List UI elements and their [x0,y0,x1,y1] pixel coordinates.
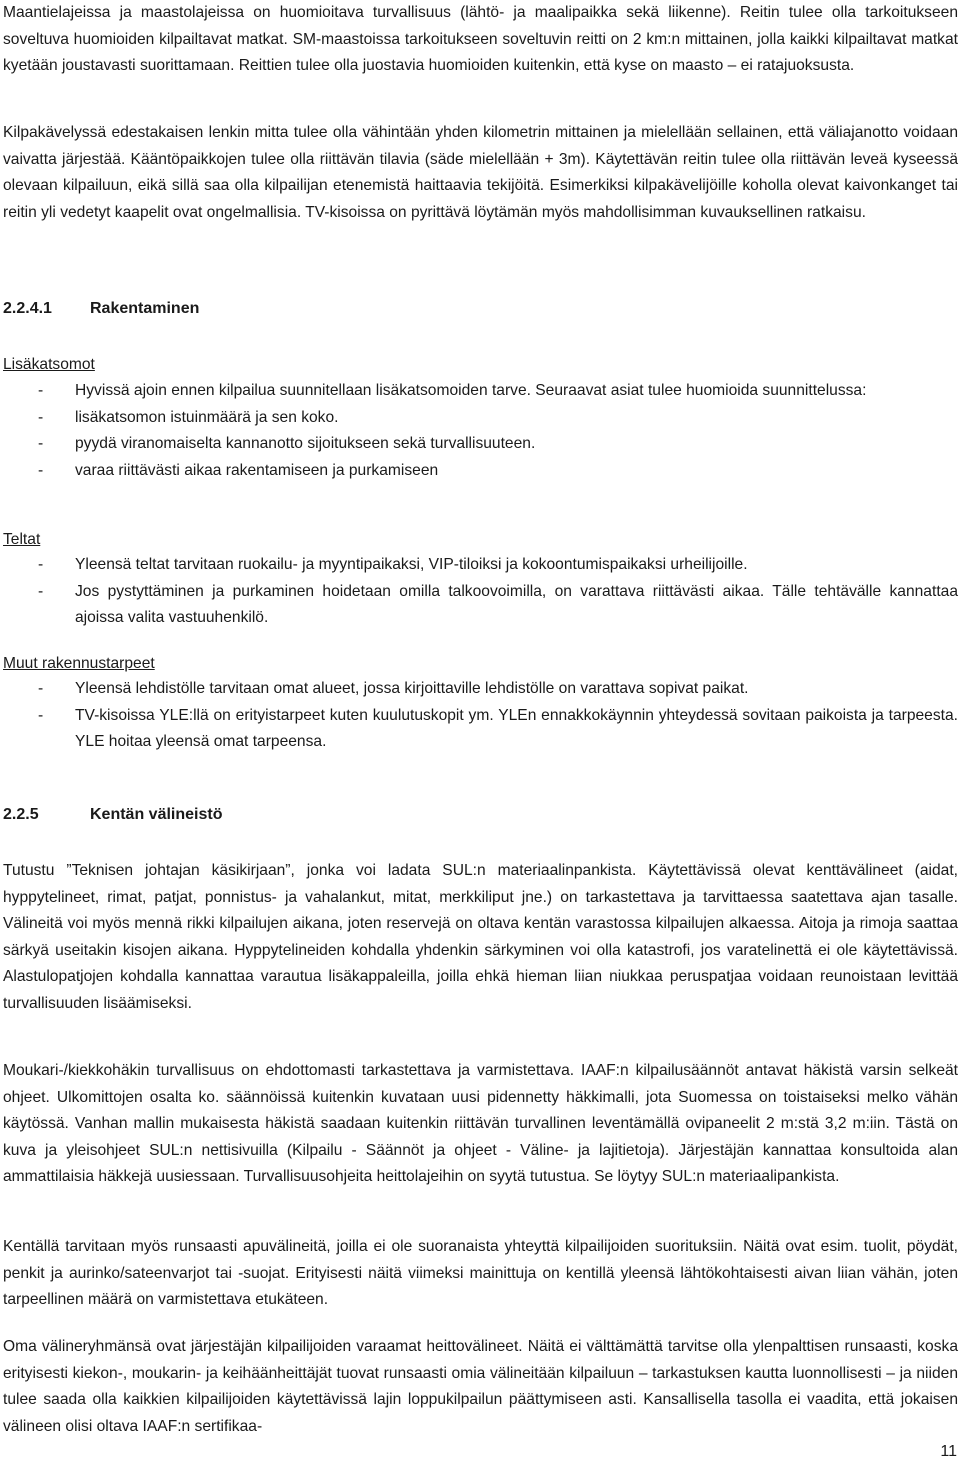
bullet-dash: - [38,556,44,573]
subheading-teltat: Teltat [3,531,41,548]
section-title: Kentän välineistö [90,806,223,823]
paragraph-apuvalineet: Kentällä tarvitaan myös runsaasti apuvälineitä, joilla ei ole suoranaista yhteyttä kilpailijoiden suorituksiin. Näitä ovat esim. tuolit, pöydät, penkit ja aurinko/sateenvarjot tai -suojat. Erityisesti näitä viimeksi mainittuja on kentillä yleensä lähtökohtaisesti aivan liian vähän, joten tarpeellinen määrä on varmistettava etukäteen. [3,1238,958,1308]
list-item: - lisäkatsomon istuinmäärä ja sen koko. [0,405,958,432]
list-item: - Yleensä teltat tarvitaan ruokailu- ja myyntipaikaksi, VIP-tiloiksi ja kokoontumispaikaksi urheilijoille. [0,552,958,579]
subheading-lisakatsomot: Lisäkatsomot [3,356,95,373]
list-teltat [0,552,958,632]
bullet-dash: - [38,680,44,697]
list-item: - Jos pystyttäminen ja purkaminen hoidetaan omilla talkoovoimilla, on varattava riittävästi aikaa. Tälle tehtävälle kannattaa ajoissa valita vastuuhenkilö. [0,579,958,632]
list-item: - TV-kisoissa YLE:llä on erityistarpeet kuten kuulutuskopit ym. YLEn ennakkokäynnin yhteydessä sovitaan paikoista ja tarpeesta. YLE hoitaa yleensä omat tarpeensa. [0,703,958,756]
list-item: - Yleensä lehdistölle tarvitaan omat alueet, jossa kirjoittaville lehdistölle on varattava sopivat paikat. [0,676,958,703]
bullet-dash: - [38,582,44,600]
section-title: Rakentaminen [90,300,200,317]
bullet-dash: - [38,461,44,479]
paragraph-kentan-valineisto: Tutustu ”Teknisen johtajan käsikirjaan”, jonka voi ladata SUL:n materiaalinpankista. Käytettävissä olevat kenttävälineet (aidat, hyppytelineet, rimat, patjat, ponnistus- ja vahalankut, mitat, merkkiliput jne.) on tarkastettava ja tarvittaessa saatettava ajan tasalle. Välineitä voi myös mennä rikki kilpailujen aikana, joten reservejä on oltava kentän varastossa kilpailujen alkaessa. Aitoja ja rimoja saattaa särkyä useitakin kisojen aikana. Hyppytelineiden kohdalla yhdenkin särkyminen voi olla katastrofi, jos varatelinettä ei ole käytettävissä. Alastulopatjojen kohdalla kannattaa varautua lisäkappaleilla, joilla ehkä hieman liian niukkaa peruspatjaa voidaan reunoistaan levittää turvallisuuden lisäämiseksi. [3,862,958,1012]
section-number: 2.2.4.1 [3,300,52,317]
section-heading-rakentaminen [3,296,199,322]
bullet-dash: - [38,382,44,399]
list-item: - varaa riittävästi aikaa rakentamiseen ja purkamiseen [0,458,958,485]
paragraph-kilpakavely: Kilpakävelyssä edestakaisen lenkin mitta tulee olla vähintään yhden kilometrin mittainen ja mielellään sellainen, että väliajanotto voidaan vaivatta järjestää. Kääntöpaikkojen tulee olla riittävän tilavia (säde mielellään + 3m). Käytettävän reitin tulee olla riittävän leveä kyseessä olevaan kilpailuun, eikä sillä saa olla kilpailijan etenemistä haittaavia tekijöitä. Esimerkiksi kilpakävelijöille koholla olevat kaivonkanget tai reitin yli vedetyt kaapelit ovat ongelmallisia. TV-kisoissa on pyrittävä löytämän myös mahdollisimman kuvauksellinen ratkaisu. [3,124,958,221]
list-item: - Hyvissä ajoin ennen kilpailua suunnitellaan lisäkatsomoiden tarve. Seuraavat asiat tulee huomioida suunnittelussa: [0,378,958,405]
list-muut-rakennustarpeet [0,676,958,756]
page-number: 11 [940,1443,957,1460]
list-item: - pyydä viranomaiselta kannanotto sijoitukseen sekä turvallisuuteen. [0,431,958,458]
section-number: 2.2.5 [3,806,39,823]
paragraph-maastolajit: Maantielajeissa ja maastolajeissa on huomioitava turvallisuus (lähtö- ja maalipaikka sekä liikenne). Reitin tulee olla tarkoitukseen soveltuva huomioiden kilpailtavat matkat. SM-maastoissa tarkoitukseen soveltuvin reitti on 2 km:n mittainen, jolla kaikki kilpailtavat matkat kyetään joustavasti suorittamaan. Reittien tulee olla juostavia huomioiden kuitenkin, että kyse on maasto – ei ratajuoksusta. [3,4,958,74]
bullet-dash: - [38,408,44,426]
subheading-muut-rakennustarpeet: Muut rakennustarpeet [3,655,155,672]
paragraph-moukarihakki: Moukari-/kiekkohäkin turvallisuus on ehdottomasti tarkastettava ja varmistettava. IAAF:n kilpailusäännöt antavat häkistä varsin selkeät ohjeet. Ulkomittojen osalta ko. säännöissä kuitenkin kuvataan uusi pidennetty häkkimalli, jota Suomessa on toistaiseksi melko vähän käytössä. Vanhan mallin mukaisesta häkistä saadaan kuitenkin riittävän turvallinen leventämällä ovipaneelit 2 m:stä 3,2 m:iin. Tästä on kuva ja yleisohjeet SUL:n nettisivuilla (Kilpailu - Säännöt ja ohjeet - Väline- ja lajitietoja). Järjestäjän kannattaa konsultoida alan ammattilaisia häkkejä uusiessaan. Turvallisuusohjeita heittolajeihin on syytä tutustua. Se löytyy SUL:n materiaalipankista. [3,1062,958,1185]
list-lisakatsomot [0,378,958,484]
paragraph-heittovalineet: Oma välineryhmänsä ovat järjestäjän kilpailijoiden varaamat heittovälineet. Näitä ei välttämättä tarvitse olla ylenpalttisen runsaasti, koska erityisesti kiekon-, moukarin- ja keihäänheittäjät tuovat runsaasti omia välineitään kilpailuun – tarkastuksen kautta luonnollisesti – ja niiden tulee saada olla kaikkien kilpailijoiden käytettävissä lajin loppukilpailun päättymiseen asti. Kansallisella tasolla ei vaadita, että jokaisen välineen olisi oltava IAAF:n sertifikaa- [3,1338,958,1435]
section-heading-kentan-valineisto [3,802,222,828]
bullet-dash: - [38,706,44,724]
bullet-dash: - [38,435,44,452]
